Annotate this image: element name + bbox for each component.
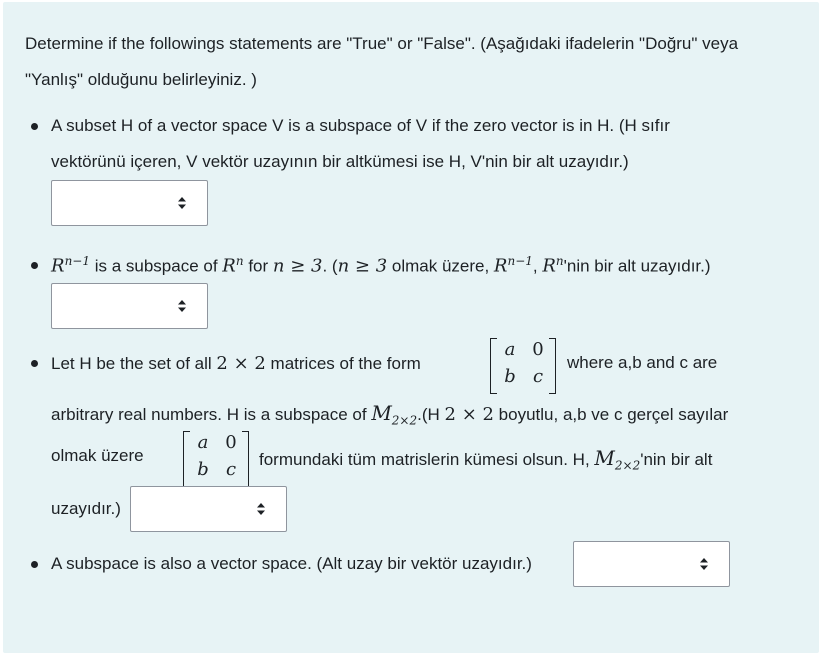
q2-text-4: olmak üzere,	[387, 256, 494, 276]
q2-line	[51, 254, 711, 277]
q3-matrix-2	[183, 431, 249, 487]
q3-line3-c: 'nin bir alt	[640, 450, 713, 469]
up-down-arrows-icon	[699, 557, 709, 571]
up-down-arrows-icon	[177, 299, 187, 313]
q2-R-1: R	[51, 255, 65, 277]
q1-line1: A subset H of a vector space V is a subspace of V if the zero vector is in H. (H sıfır	[51, 116, 670, 135]
q3-line3-a: olmak üzere	[51, 446, 144, 465]
q3-line2-c: boyutlu, a,b ve c gerçel sayılar	[493, 405, 729, 424]
matrix-cell-b: b	[504, 366, 516, 387]
matrix-cell-b: b	[197, 459, 209, 480]
q2-text-2: for	[243, 256, 273, 276]
q2-cond-2: n ≥ 3	[337, 255, 388, 277]
q2-text-5: ,	[532, 256, 543, 276]
q3-M-2: M	[594, 446, 615, 470]
bullet-2	[31, 262, 38, 269]
q2-sup-3: n−1	[507, 254, 533, 268]
q2-sup-2: n	[235, 254, 244, 268]
matrix-right-bracket	[242, 431, 249, 487]
matrix-cell-c: c	[532, 366, 544, 387]
q3-M-sub-2: 2×2	[614, 458, 641, 473]
q2-text-6: 'nin bir alt uzayıdır.)	[563, 256, 711, 276]
q3-line4: uzayıdır.)	[51, 499, 121, 518]
bullet-4	[31, 561, 38, 568]
q2-sup-1: n−1	[64, 254, 90, 268]
matrix-left-bracket	[490, 338, 497, 394]
q3-line1-end: where a,b and c are	[567, 353, 718, 372]
q2-R-2: R	[222, 255, 236, 277]
bullet-1	[31, 123, 38, 130]
q3-dims-1: 2 × 2	[216, 353, 266, 374]
q3-M-1: M	[371, 401, 392, 425]
q2-sup-4: n	[555, 254, 564, 268]
q4-text: A subspace is also a vector space. (Alt uzay bir vektör uzayıdır.)	[51, 554, 532, 573]
q2-R-3: R	[493, 255, 508, 277]
up-down-arrows-icon	[256, 502, 266, 516]
q1-answer-select[interactable]	[51, 180, 208, 226]
q3-line2-b: .(H	[417, 405, 445, 424]
q3-line1	[51, 353, 421, 374]
up-down-arrows-icon	[177, 196, 187, 210]
q1-line2: vektörünü içeren, V vektör uzayının bir altkümesi ise H, V'nin bir alt uzayıdır.)	[51, 152, 629, 171]
q2-answer-select[interactable]	[51, 283, 208, 329]
matrix-left-bracket	[183, 431, 190, 487]
q2-cond-1: n ≥ 3	[272, 255, 323, 277]
q4-answer-select[interactable]	[573, 541, 730, 587]
q3-line3-b: formundaki tüm matrislerin kümesi olsun. H,	[259, 450, 595, 469]
matrix-cell-a: a	[504, 339, 516, 360]
q3-line2-a: arbitrary real numbers. H is a subspace of	[51, 405, 372, 424]
question-intro: Determine if the followings statements are "True" or "False". (Aşağıdaki ifadelerin "Doğru" veya "Yanlış" olduğunu belirleyiniz. )	[25, 34, 739, 89]
q3-line2	[51, 401, 728, 427]
matrix-cell-zero: 0	[225, 432, 237, 453]
matrix-cell-zero: 0	[532, 339, 544, 360]
q2-text-3: . (	[322, 256, 338, 276]
q2-R-4: R	[542, 255, 556, 277]
q3-answer-select[interactable]	[130, 486, 287, 532]
matrix-right-bracket	[549, 338, 556, 394]
q3-M-sub-1: 2×2	[391, 413, 418, 428]
matrix-cell-a: a	[197, 432, 209, 453]
q3-matrix-1	[490, 338, 556, 394]
q3-text-2: matrices of the form	[265, 354, 421, 373]
q2-text-1: is a subspace of	[89, 256, 223, 276]
matrix-cell-c: c	[225, 459, 237, 480]
q3-dims-2: 2 × 2	[444, 404, 494, 425]
bullet-3	[31, 360, 38, 367]
q3-line3-rest	[259, 446, 712, 472]
q3-text-1: Let H be the set of all	[51, 354, 217, 373]
